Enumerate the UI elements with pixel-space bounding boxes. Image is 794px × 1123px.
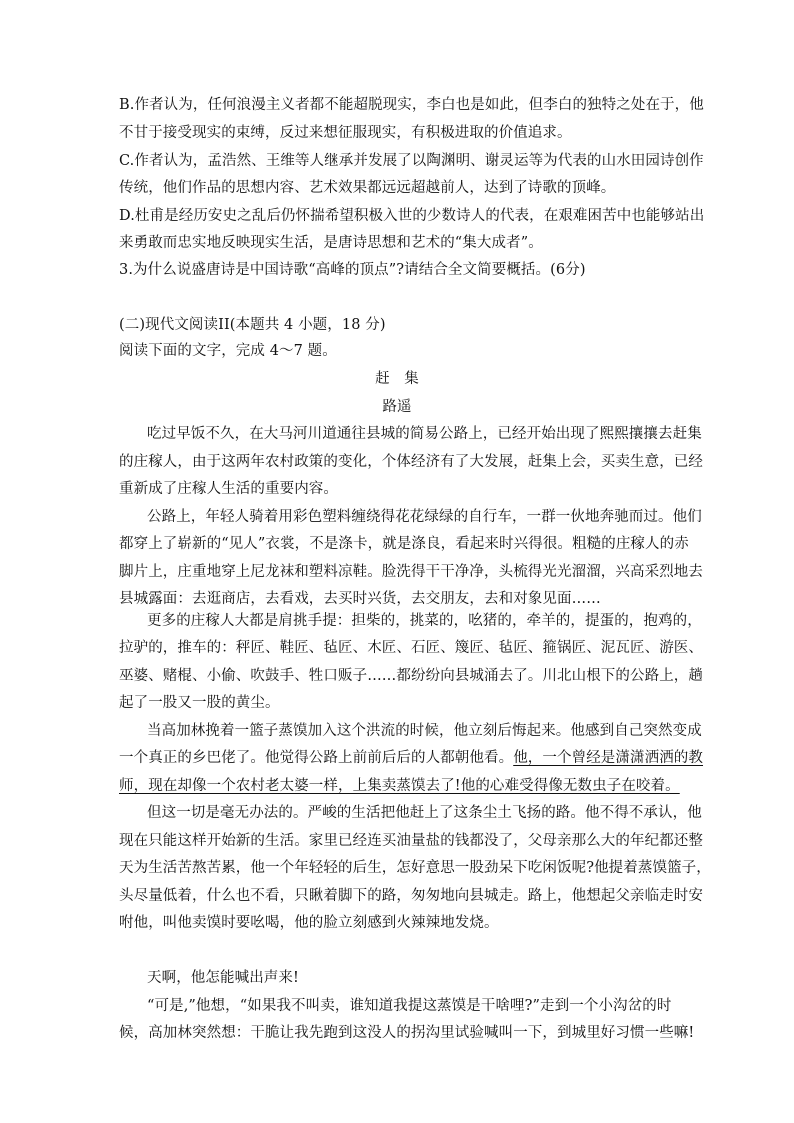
paragraph-5-line-2: 现在只能这样开始新的生活。家里已经连买油量盐的钱都没了，父母亲那么大的年纪都还整 — [119, 833, 703, 849]
paragraph-4-plain-text: 一个真正的乡巴佬了。他觉得公路上前前后后的人都朝他看。 — [119, 750, 514, 766]
section-heading: (二)现代文阅读II(本题共 4 小题，18 分) — [119, 317, 386, 333]
paragraph-2-line-2: 都穿上了崭新的“见人”衣裳，不是涤卡，就是涤良，看起来时兴得很。粗糙的庄稼人的赤 — [119, 536, 689, 552]
option-b-line-2: 不甘于接受现实的束缚，反过来想征服现实，有积极进取的价值追求。 — [119, 125, 572, 141]
option-c-line-1: C.作者认为，孟浩然、王维等人继承并发展了以陶渊明、谢灵运等为代表的山水田园诗创作 — [119, 153, 704, 169]
paragraph-1-line-2: 的庄稼人，由于这两年农村政策的变化，个体经济有了大发展，赶集上会，买卖生意，已经 — [119, 454, 703, 470]
paragraph-4-line-2 — [119, 749, 704, 767]
paragraph-5-line-5: 咐他，叫他卖馍时要吆喝，他的脸立刻感到火辣辣地发烧。 — [119, 915, 499, 931]
paragraph-2-line-3: 脚片上，庄重地穿上尼龙袜和塑料凉鞋。脸洗得干干净净，头梳得光光溜溜，兴高采烈地去 — [119, 564, 703, 580]
paragraph-5-line-3: 天为生活苦熬苦累，他一个年轻轻的后生，怎好意思一股劲呆下吃闲饭呢?他提着蒸馍篮子， — [119, 860, 711, 876]
paragraph-7-line-1: “可是,”他想，“如果我不叫卖，谁知道我提这蒸馍是干啥哩?”走到一个小沟岔的时 — [147, 998, 672, 1014]
paragraph-3-line-2: 拉驴的，推车的：秤匠、鞋匠、毡匠、木匠、石匠、篾匠、毡匠、箍锅匠、泥瓦匠、游医、 — [119, 640, 703, 656]
paragraph-1-line-1: 吃过早饭不久，在大马河川道通往县城的简易公路上，已经开始出现了熙熙攘攘去赶集 — [147, 426, 702, 442]
question-3: 3.为什么说盛唐诗是中国诗歌“高峰的顶点”?请结合全文简要概括。(6分) — [119, 262, 586, 278]
paragraph-4-underlined-end: 师，现在却像一个农村老太婆一样，上集卖蒸馍去了!他的心难受得像无数虫子在咬着。 — [119, 778, 680, 794]
paragraph-3-line-4: 起了一股又一股的黄尘。 — [119, 695, 280, 711]
option-c-line-2: 传统，他们作品的思想内容、艺术效果都远远超越前人，达到了诗歌的顶峰。 — [119, 180, 616, 196]
paragraph-4-line-1: 当高加林挽着一篮子蒸馍加入这个洪流的时候，他立刻后悔起来。他感到自己突然变成 — [147, 723, 702, 739]
paragraph-2-line-4: 县城露面：去逛商店，去看戏，去买时兴货，去交朋友，去和对象见面…… — [119, 591, 601, 607]
paragraph-7-line-2: 候，高加林突然想：干脆让我先跑到这没人的拐沟里试验喊叫一下，到城里好习惯一些嘛! — [119, 1025, 695, 1041]
reading-instruction: 阅读下面的文字，完成 4～7 题。 — [119, 343, 337, 359]
paragraph-2-line-1: 公路上，年轻人骑着用彩色塑料缠绕得花花绿绿的自行车，一群一伙地奔驰而过。他们 — [147, 509, 702, 525]
story-author: 路遥 — [382, 399, 412, 415]
paragraph-4-underlined-start: 他，一个曾经是潇潇洒洒的教 — [513, 750, 704, 766]
option-d-line-2: 来勇敢而忠实地反映现实生活，是唐诗思想和艺术的“集大成者”。 — [119, 235, 543, 251]
paragraph-3-line-1: 更多的庄稼人大都是肩挑手提：担柴的，挑菜的，吆猪的，牵羊的，提蛋的，抱鸡的， — [147, 613, 702, 629]
option-d-line-1: D.杜甫是经历安史之乱后仍怀揣希望积极入世的少数诗人的代表，在艰难困苦中也能够站出 — [119, 208, 705, 224]
paragraph-5-line-1: 但这一切是毫无办法的。严峻的生活把他赶上了这条尘土飞扬的路。他不得不承认，他 — [147, 805, 702, 821]
paragraph-3-line-3: 巫婆、赌棍、小偷、吹鼓手、牲口贩子……都纷纷向县城涌去了。川北山根下的公路上，趟 — [119, 668, 703, 684]
paragraph-5-line-4: 头尽量低着，什么也不看，只瞅着脚下的路，匆匆地向县城走。路上，他想起父亲临走时安 — [119, 888, 703, 904]
option-b-line-1: B.作者认为，任何浪漫主义者都不能超脱现实，李白也是如此，但李白的独特之处在于，他 — [119, 97, 704, 113]
story-title: 赶 集 — [375, 371, 419, 387]
paragraph-6-line-1: 天啊，他怎能喊出声来! — [147, 970, 299, 986]
paragraph-1-line-3: 重新成了庄稼人生活的重要内容。 — [119, 481, 338, 497]
